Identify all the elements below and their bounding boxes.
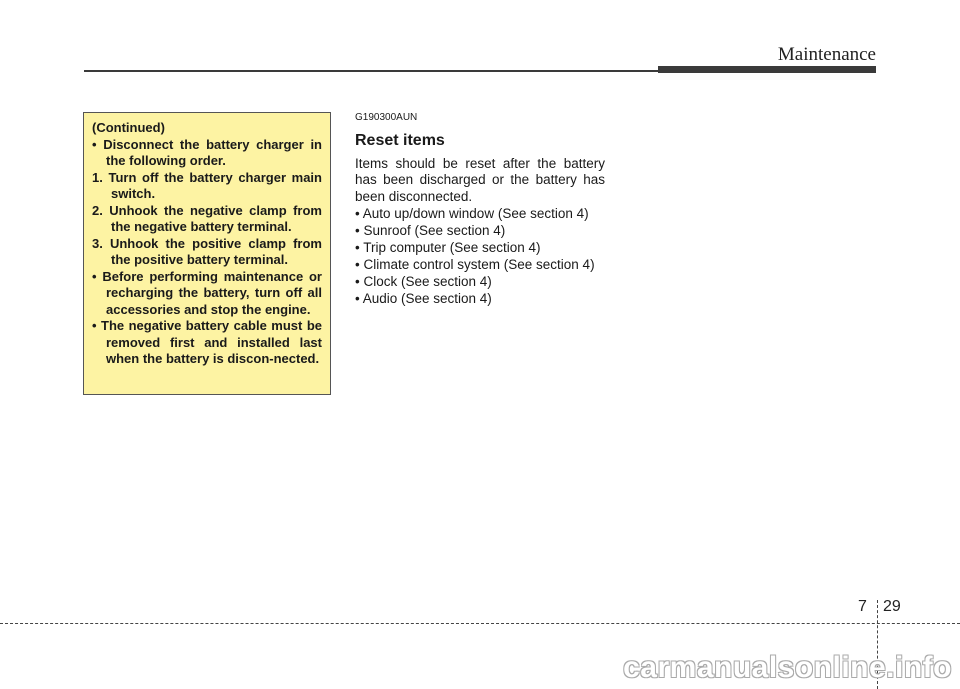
warning-item: 3. Unhook the positive clamp from the positive battery terminal. bbox=[92, 235, 322, 267]
list-item: • Clock (See section 4) bbox=[355, 274, 492, 289]
warning-item: 1. Turn off the battery charger main switch. bbox=[92, 169, 322, 201]
header-rule-accent bbox=[658, 66, 876, 73]
header-title: Maintenance bbox=[777, 44, 876, 65]
warning-item: • Disconnect the battery charger in the following order. bbox=[92, 136, 322, 168]
reset-items-section bbox=[355, 110, 605, 308]
list-item: • Trip computer (See section 4) bbox=[355, 240, 541, 255]
reset-list bbox=[355, 206, 605, 308]
section-code: G190300AUN bbox=[355, 112, 418, 123]
list-item: • Auto up/down window (See section 4) bbox=[355, 206, 589, 221]
warning-item: • The negative battery cable must be removed first and installed last when the battery is discon-nected. bbox=[92, 318, 322, 366]
watermark: carmanualsonline.info bbox=[623, 651, 952, 684]
chapter-number: 7 bbox=[858, 598, 867, 615]
warning-box bbox=[83, 112, 331, 395]
warning-item: 2. Unhook the negative clamp from the negative battery terminal. bbox=[92, 202, 322, 234]
list-item: • Sunroof (See section 4) bbox=[355, 223, 506, 238]
section-intro: Items should be reset after the battery has been discharged or the battery has been disconnected. bbox=[355, 155, 605, 204]
section-heading: Reset items bbox=[355, 131, 445, 149]
list-item: • Climate control system (See section 4) bbox=[355, 257, 595, 272]
page-number: 29 bbox=[883, 598, 901, 615]
warning-continued: (Continued) bbox=[92, 120, 165, 135]
warning-item: • Before performing maintenance or recharging the battery, turn off all accessories and stop the engine. bbox=[92, 268, 322, 317]
footer-rule bbox=[0, 623, 960, 624]
list-item: • Audio (See section 4) bbox=[355, 291, 492, 306]
header-rule bbox=[84, 70, 660, 72]
